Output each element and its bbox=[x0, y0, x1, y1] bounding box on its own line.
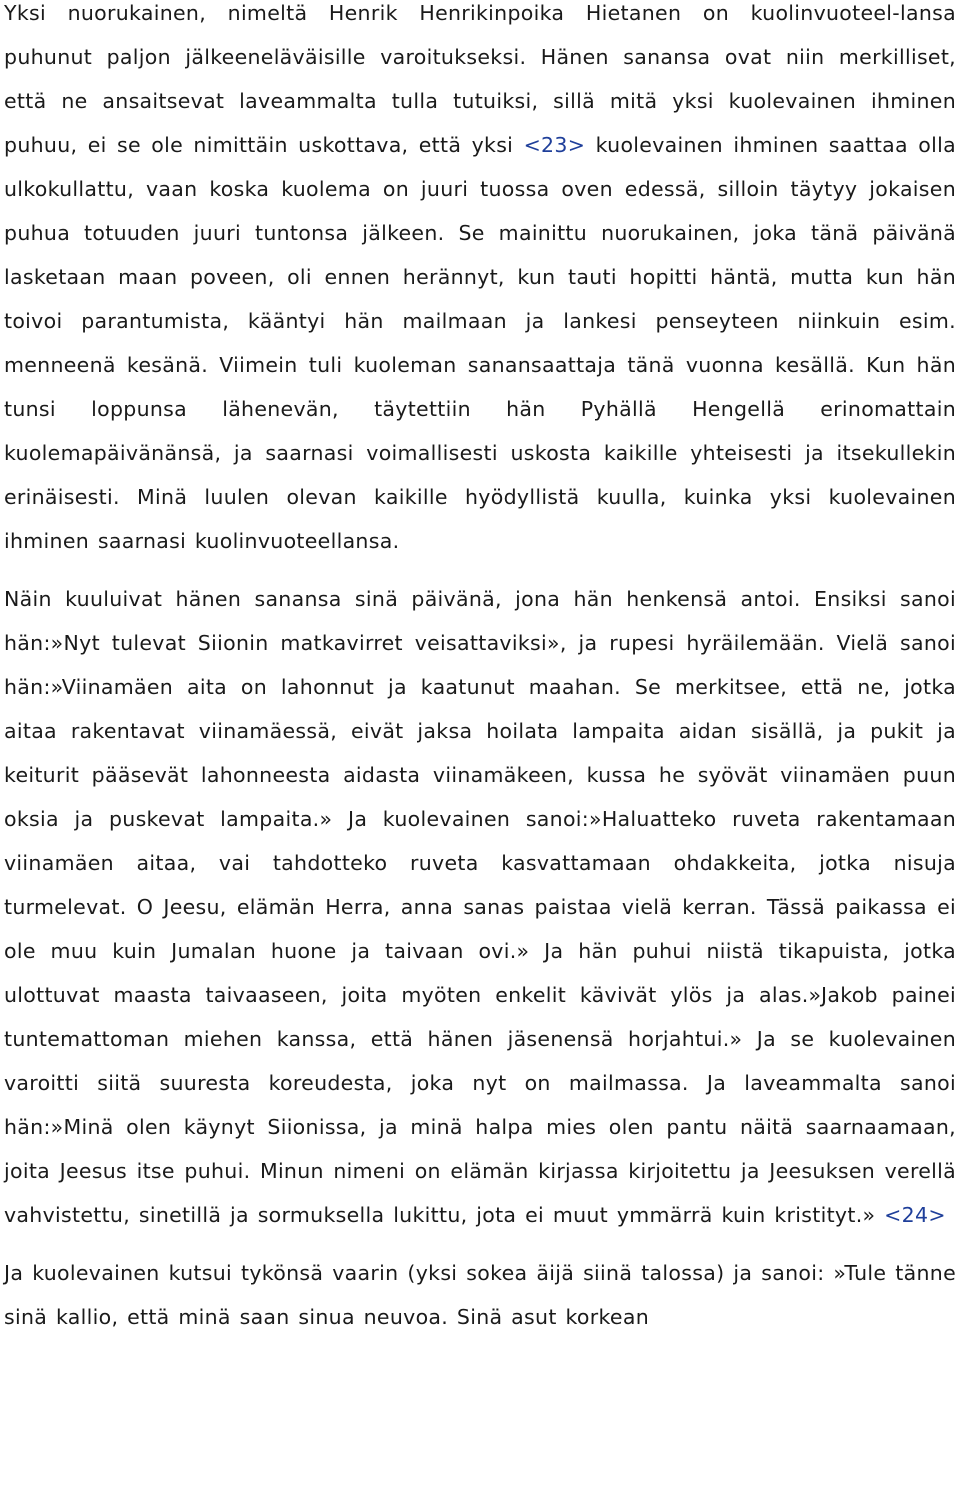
paragraph-text: Näin kuuluivat hänen sanansa sinä päivänä, jona hän henkensä antoi. Ensiksi sanoi hän:»Nyt tulevat Siionin matkavirret veisattaviksi», ja rupesi hyräilemään. Vielä sanoi hän:»Viinamäen aita on lahonnut ja kaatunut maahan. Se merkitsee, että ne, jotka aitaa rakentavat viinamäessä, eivät jaksa hoilata lampaita aidan sisällä, ja pukit ja keiturit pääsevät lahonneesta aidasta viinamäkeen, kussa he syövät viinamäen puun oksia ja puskevat lampaita.» Ja kuolevainen sanoi:»Haluatteko ruveta rakentamaan viinamäen aitaa, vai tahdotteko ruveta kasvattamaan ohdakkeita, jotka nisuja turmelevat. O Jeesu, elämän Herra, anna sanas paistaa vielä kerran. Tässä paikassa ei ole muu kuin Jumalan huone ja taivaan ovi.» Ja hän puhui niistä tikapuista, jotka ulottuvat maasta taivaaseen, joita myöten enkelit kävivät ylös ja alas.»Jakob painei tuntemattoman miehen kanssa, että hänen jäsenensä horjahtui.» Ja se kuolevainen varoitti siitä suuresta koreudesta, joka nyt on mailmassa. Ja laveammalta sanoi hän:»Minä olen käynyt Siionissa, ja minä halpa mies olen pantu näitä saarnaamaan, joita Jeesus itse puhui. Minun nimeni on elämän kirjassa kirjoitettu ja Jeesuksen verellä vahvistettu, sinetillä ja sormuksella lukittu, jota ei muut ymmärrä kuin kristityt.» bbox=[4, 587, 956, 1227]
paragraph-text: Ja kuolevainen kutsui tykönsä vaarin (yksi sokea äijä siinä talossa) ja sanoi: »Tule tänne sinä kallio, että minä saan sinua neuvoa. Sinä asut korkean bbox=[4, 1261, 956, 1329]
paragraph-text: Yksi nuorukainen, nimeltä Henrik Henrikinpoika Hietanen on kuolinvuoteel-lansa puhunut paljon jälkeeneläväisille varoitukseksi. Hänen sanansa ovat niin merkilliset, että ne ansaitsevat laveammalta tulla tutuiksi, sillä mitä yksi kuolevainen ihminen puhuu, ei se ole nimittäin uskottava, että yksi bbox=[4, 1, 956, 157]
document-page bbox=[4, 0, 956, 1339]
page-number-marker: <24> bbox=[884, 1203, 946, 1227]
page-number-marker: <23> bbox=[523, 133, 586, 157]
paragraph bbox=[4, 577, 956, 1237]
paragraph-text: kuolevainen ihminen saattaa olla ulkokullattu, vaan koska kuolema on juuri tuossa oven edessä, silloin täytyy jokaisen puhua totuuden juuri tuntonsa jälkeen. Se mainittu nuorukainen, joka tänä päivänä lasketaan maan poveen, oli ennen herännyt, kun tauti hopitti häntä, mutta kun hän toivoi parantumista, kääntyi hän mailmaan ja lankesi penseyteen niinkuin esim. menneenä kesänä. Viimein tuli kuoleman sanansaattaja tänä vuonna kesällä. Kun hän tunsi loppunsa lähenevän, täytettiin hän Pyhällä Hengellä erinomattain kuolemapäivänänsä, ja saarnasi voimallisesti uskosta kaikille yhteisesti ja itsekullekin erinäisesti. Minä luulen olevan kaikille hyödyllistä kuulla, kuinka yksi kuolevainen ihminen saarnasi kuolinvuoteellansa. bbox=[4, 133, 956, 553]
paragraph bbox=[4, 0, 956, 563]
paragraph bbox=[4, 1251, 956, 1339]
